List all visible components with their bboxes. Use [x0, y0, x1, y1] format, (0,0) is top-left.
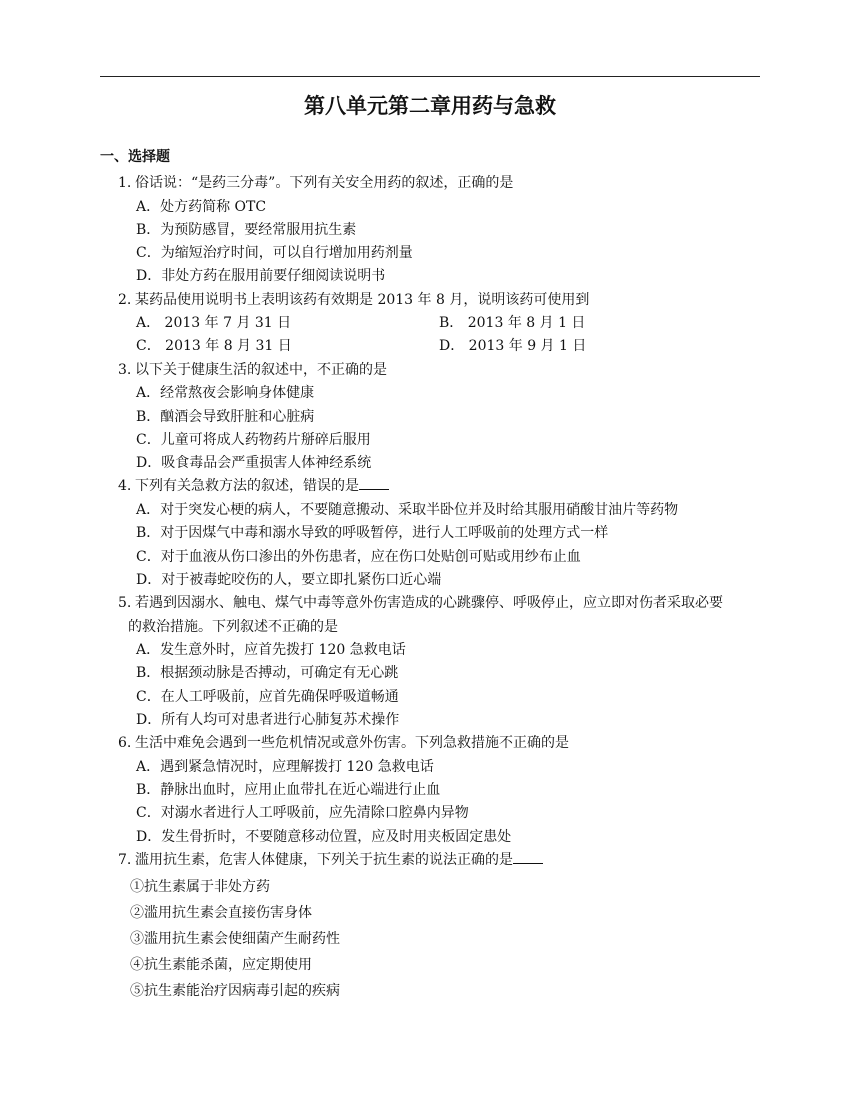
option-c: C． 2013 年 8 月 31 日 — [136, 338, 292, 355]
option-d: D． 2013 年 9 月 1 日 — [439, 338, 587, 355]
question-4-options — [136, 499, 860, 592]
answer-blank — [359, 475, 389, 490]
question-6-options — [136, 756, 860, 849]
answer-blank — [513, 849, 543, 864]
option-b: B．对于因煤气中毒和溺水导致的呼吸暂停，进行人工呼吸前的处理方式一样 — [136, 525, 609, 542]
question-number: 2. — [118, 291, 132, 308]
question-list — [0, 172, 860, 1004]
statement-item: ⑤抗生素能治疗因病毒引起的疾病 — [130, 982, 340, 999]
section-heading: 一、选择题 — [100, 149, 170, 165]
option-d: D．所有人均可对患者进行心肺复苏术操作 — [136, 712, 400, 729]
question-2-options — [136, 312, 860, 359]
option-a: A．遇到紧急情况时，应理解拨打 120 急救电话 — [136, 758, 434, 775]
option-b: B．根据颈动脉是否搏动，可确定有无心跳 — [136, 665, 399, 682]
statement-item: ①抗生素属于非处方药 — [130, 878, 270, 895]
question-1-options — [136, 196, 860, 289]
option-a: A．对于突发心梗的病人，不要随意搬动、采取半卧位并及时给其服用硝酸甘油片等药物 — [136, 501, 679, 518]
statement-item: ③滥用抗生素会使细菌产生耐药性 — [130, 930, 340, 947]
question-number: 4. — [118, 478, 132, 495]
question-3-options — [136, 382, 860, 475]
question-text: 生活中难免会遇到一些危机情况或意外伤害。下列急救措施不正确的是 — [135, 735, 569, 752]
statement-item: ②滥用抗生素会直接伤害身体 — [130, 904, 312, 921]
question-text: 以下关于健康生活的叙述中，不正确的是 — [135, 361, 387, 378]
option-a: A．处方药简称 OTC — [136, 198, 267, 215]
option-d: D．非处方药在服用前要仔细阅读说明书 — [136, 268, 386, 285]
option-d: D．发生骨折时，不要随意移动位置，应及时用夹板固定患处 — [136, 828, 512, 845]
question-text: 某药品使用说明书上表明该药有效期是 2013 年 8 月，说明该药可使用到 — [135, 291, 590, 308]
option-d: D．吸食毒品会严重损害人体神经系统 — [136, 455, 372, 472]
option-a: A．发生意外时，应首先拨打 120 急救电话 — [136, 642, 406, 659]
question-4-stem — [118, 475, 763, 499]
page-title: 第八单元第二章用药与急救 — [304, 94, 556, 118]
question-text-line-2: 的救治措施。下列叙述不正确的是 — [128, 618, 338, 635]
question-1-stem — [118, 172, 763, 196]
option-c: C．对溺水者进行人工呼吸前，应先清除口腔鼻内异物 — [136, 805, 469, 822]
option-b: B．为预防感冒，要经常服用抗生素 — [136, 221, 357, 238]
header-rule — [100, 76, 760, 77]
question-text: 下列有关急救方法的叙述，错误的是 — [135, 478, 359, 495]
question-3-stem — [118, 359, 763, 383]
question-text-line-1: 若遇到因溺水、触电、煤气中毒等意外伤害造成的心跳骤停、呼吸停止，应立即对伤者采取必要 — [135, 595, 723, 612]
option-b: B．静脉出血时，应用止血带扎在近心端进行止血 — [136, 782, 441, 799]
option-c: C．对于血液从伤口渗出的外伤患者，应在伤口处贴创可贴或用纱布止血 — [136, 548, 581, 565]
question-7-statements — [0, 874, 860, 1004]
option-b: B．酗酒会导致肝脏和心脏病 — [136, 408, 315, 425]
question-number: 7. — [118, 852, 132, 869]
question-7-stem — [118, 849, 763, 873]
question-number: 1. — [118, 175, 132, 191]
question-2-stem — [118, 289, 763, 313]
question-text: 俗话说：“是药三分毒”。下列有关安全用药的叙述，正确的是 — [135, 175, 514, 191]
option-c: C．为缩短治疗时间，可以自行增加用药剂量 — [136, 245, 413, 262]
option-d: D．对于被毒蛇咬伤的人，要立即扎紧伤口近心端 — [136, 571, 442, 588]
question-5-stem — [118, 592, 763, 639]
option-b: B． 2013 年 8 月 1 日 — [439, 315, 586, 332]
option-a: A． 2013 年 7 月 31 日 — [136, 315, 292, 332]
question-number: 3. — [118, 361, 132, 378]
question-number: 6. — [118, 735, 132, 752]
option-c: C．儿童可将成人药物药片掰碎后服用 — [136, 431, 371, 448]
statement-item: ④抗生素能杀菌，应定期使用 — [130, 956, 312, 973]
question-number: 5. — [118, 595, 132, 612]
question-5-options — [136, 639, 860, 732]
option-a: A．经常熬夜会影响身体健康 — [136, 385, 315, 402]
question-6-stem — [118, 732, 763, 756]
question-text: 滥用抗生素，危害人体健康，下列关于抗生素的说法正确的是 — [135, 852, 513, 869]
option-c: C．在人工呼吸前，应首先确保呼吸道畅通 — [136, 688, 399, 705]
